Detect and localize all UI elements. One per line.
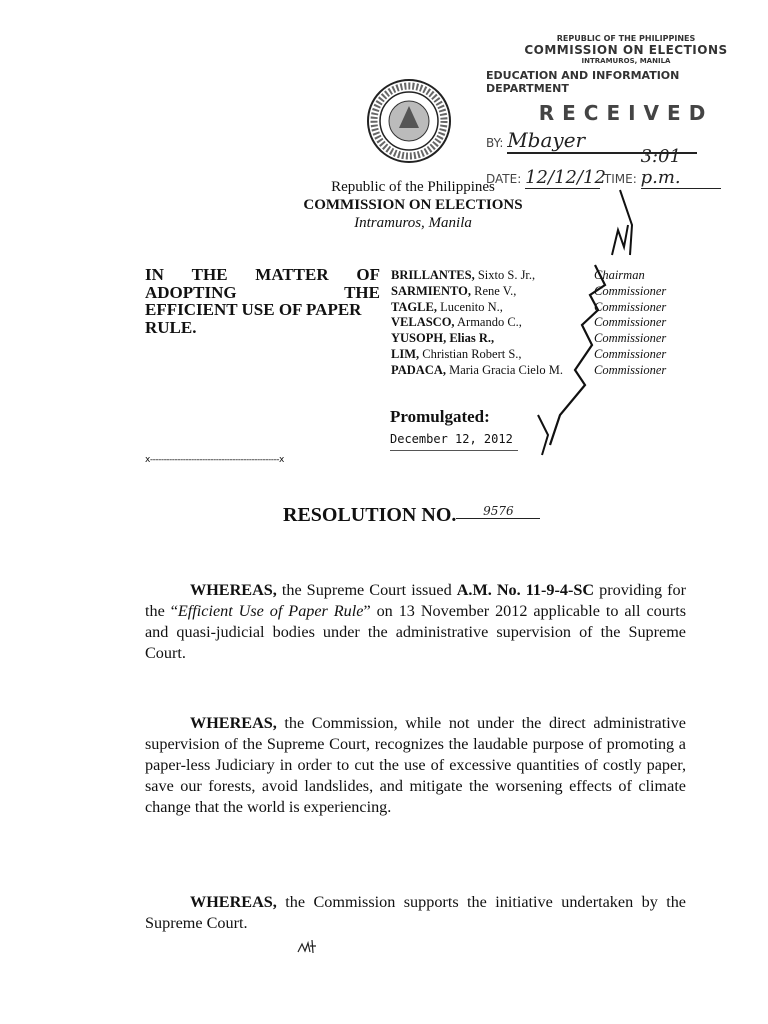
received-stamp [486, 34, 766, 125]
header-republic: Republic of the Philippines [331, 179, 495, 195]
caption-word: IN [145, 265, 164, 284]
whereas-paragraph [145, 892, 686, 934]
caption-line [145, 284, 380, 302]
whereas-paragraph [145, 580, 686, 664]
stamp-line: REPUBLIC OF THE PHILIPPINES [556, 34, 696, 43]
header-location: Intramuros, Manila [354, 215, 472, 231]
signature-scribbles-icon [520, 185, 650, 465]
commissioner-role: Commissioner [594, 346, 667, 361]
paragraph-text: the Supreme Court issued [276, 581, 457, 599]
caption-word: THE [344, 282, 380, 302]
surname: VELASCO, [391, 315, 455, 330]
surname: YUSOPH, [391, 331, 447, 346]
surname: LIM, [391, 346, 420, 361]
resolution-title [283, 504, 540, 527]
caption-word: MATTER [255, 265, 329, 284]
stamp-date-value: 12/12/12 [525, 167, 606, 188]
caption-word: ADOPTING [145, 282, 237, 302]
whereas-lead: WHEREAS, [190, 714, 277, 732]
paragraph-text: ” on 13 November 2012 applicable to all courts and quasi-judicial bodies under the administrative supervision of the Supreme Court. [145, 602, 687, 662]
initials-icon [296, 938, 320, 956]
commissioner-role: Commissioner [594, 331, 667, 346]
commissioner-role: Commissioner [594, 362, 667, 377]
given-name: Rene V., [474, 283, 517, 298]
resolution-label: RESOLUTION NO. [283, 504, 457, 526]
whereas-paragraph [145, 713, 686, 818]
stamp-line: INTRAMUROS, MANILA [581, 57, 671, 65]
surname: TAGLE, [391, 299, 437, 314]
rule-title: Efficient Use of Paper Rule [177, 602, 364, 620]
surname: PADACA, [391, 362, 446, 377]
caption-separator: x-----------------------------------------------x [145, 455, 284, 465]
given-name: Elias R., [449, 331, 495, 346]
caption-word: OF [356, 265, 380, 284]
whereas-lead: WHEREAS, [190, 581, 277, 599]
promulgated-label: Promulgated: [390, 407, 490, 426]
stamp-by-signature: Mbayer [507, 128, 697, 154]
case-caption [145, 266, 380, 336]
stamp-by-label: BY: [486, 136, 504, 150]
resolution-number: 9576 [456, 504, 540, 519]
given-name: Sixto S. Jr., [477, 268, 536, 282]
stamp-line: COMMISSION ON ELECTIONS [524, 43, 728, 57]
whereas-lead: WHEREAS, [190, 893, 277, 911]
paragraph-text: providing for the “ [145, 581, 686, 620]
commissioner-role: Commissioner [594, 299, 667, 314]
paragraph-text: the Commission supports the initiative undertaken by the Supreme Court. [145, 893, 686, 932]
caption-line: EFFICIENT USE OF PAPER [145, 300, 362, 319]
stamp-line: EDUCATION AND INFORMATION DEPARTMENT [486, 69, 680, 95]
promulgated-date: December 12, 2012 [390, 432, 518, 451]
paragraph-text: the Commission, while not under the direct administrative supervision of the Supreme Court, recognizes the laudable purpose of promoting a paper-less Judiciary in order to cut the use of excessive quantities of costly paper, save our forests, avoid landslides, and mitigate the worsening effects of climate change that the world is experiencing. [145, 714, 686, 816]
caption-line [145, 266, 380, 284]
caption-word: THE [191, 265, 228, 284]
header-commission: COMMISSION ON ELECTIONS [303, 197, 523, 213]
given-name: Lucenito N., [440, 299, 503, 314]
commissioner-role: Commissioner [594, 283, 667, 298]
given-name: Maria Gracia Cielo M. [449, 362, 563, 377]
surname: SARMIENTO, [391, 283, 471, 298]
stamp-date-label: DATE: [486, 172, 522, 186]
stamp-time-label: TIME: [603, 172, 637, 186]
commissioner-role: Commissioner [594, 315, 667, 330]
case-reference: A.M. No. 11-9-4-SC [456, 581, 595, 599]
surname: BRILLANTES, [391, 268, 475, 282]
stamp-received: RECEIVED [538, 101, 714, 125]
caption-line: RULE. [145, 317, 197, 337]
comelec-seal-icon [366, 78, 452, 164]
stamp-time-value: 3:01 p.m. [641, 146, 721, 189]
given-name: Armando C., [457, 315, 522, 330]
commissioner-role: Chairman [594, 268, 645, 282]
given-name: Christian Robert S., [422, 346, 522, 361]
